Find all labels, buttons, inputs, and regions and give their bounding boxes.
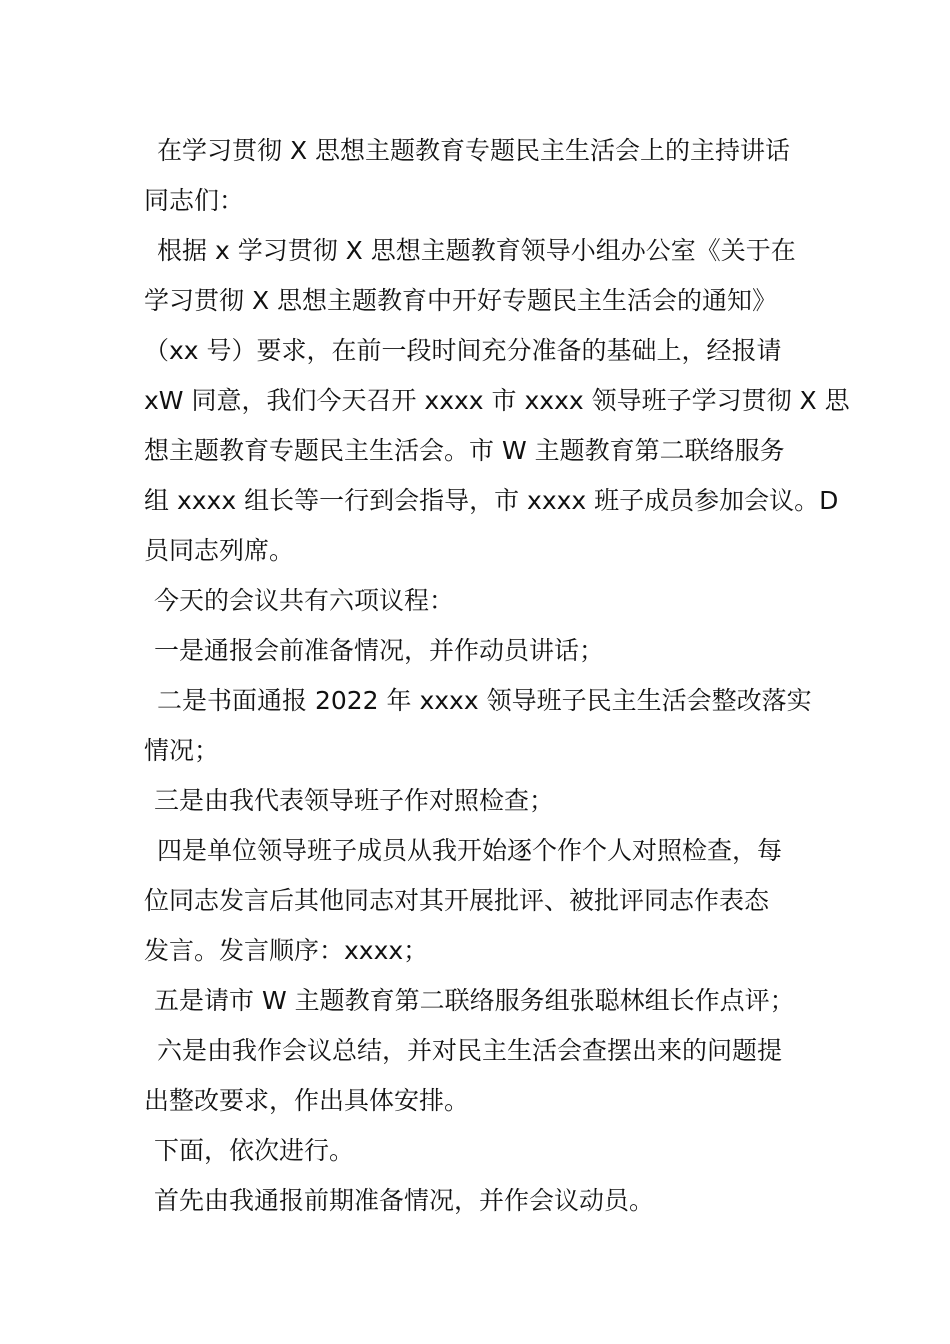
- text-line: 想主题教育专题民主生活会。市 W 主题教育第二联络服务: [144, 436, 785, 465]
- text-line: 今天的会议共有六项议程：: [154, 586, 455, 615]
- text-line: 六是由我作会议总结，并对民主生活会查摆出来的问题提: [157, 1036, 783, 1065]
- text-line: 根据 x 学习贯彻 X 思想主题教育领导小组办公室《关于在: [157, 236, 796, 265]
- document-body: [144, 126, 850, 1226]
- text-line: 四是单位领导班子成员从我开始逐个作个人对照检查，每: [157, 836, 783, 865]
- text-line: 员同志列席。: [144, 536, 295, 565]
- text-line: 出整改要求，作出具体安排。: [144, 1086, 470, 1115]
- text-line: （xx 号）要求，在前一段时间充分准备的基础上，经报请: [144, 336, 782, 365]
- text-line: 二是书面通报 2022 年 xxxx 领导班子民主生活会整改落实: [157, 686, 812, 715]
- text-line: 组 xxxx 组长等一行到会指导，市 xxxx 班子成员参加会议。D: [144, 486, 839, 515]
- text-line: 情况；: [144, 736, 220, 765]
- document-title: 在学习贯彻 X 思想主题教育专题民主生活会上的主持讲话: [157, 136, 791, 165]
- text-line: 五是请市 W 主题教育第二联络服务组张聪林组长作点评；: [154, 986, 795, 1015]
- text-line: 发言。发言顺序：xxxx；: [144, 936, 429, 965]
- text-line: 一是通报会前准备情况，并作动员讲话；: [154, 636, 605, 665]
- text-line: 位同志发言后其他同志对其开展批评、被批评同志作表态: [144, 886, 770, 915]
- text-line: 三是由我代表领导班子作对照检查；: [154, 786, 555, 815]
- text-line: 下面，依次进行。: [154, 1136, 355, 1165]
- text-line: 首先由我通报前期准备情况，并作会议动员。: [154, 1186, 655, 1215]
- text-line: 学习贯彻 X 思想主题教育中开好专题民主生活会的通知》: [144, 286, 778, 315]
- text-line: 同志们：: [144, 186, 245, 215]
- text-line: xW 同意，我们今天召开 xxxx 市 xxxx 领导班子学习贯彻 X 思: [144, 386, 850, 415]
